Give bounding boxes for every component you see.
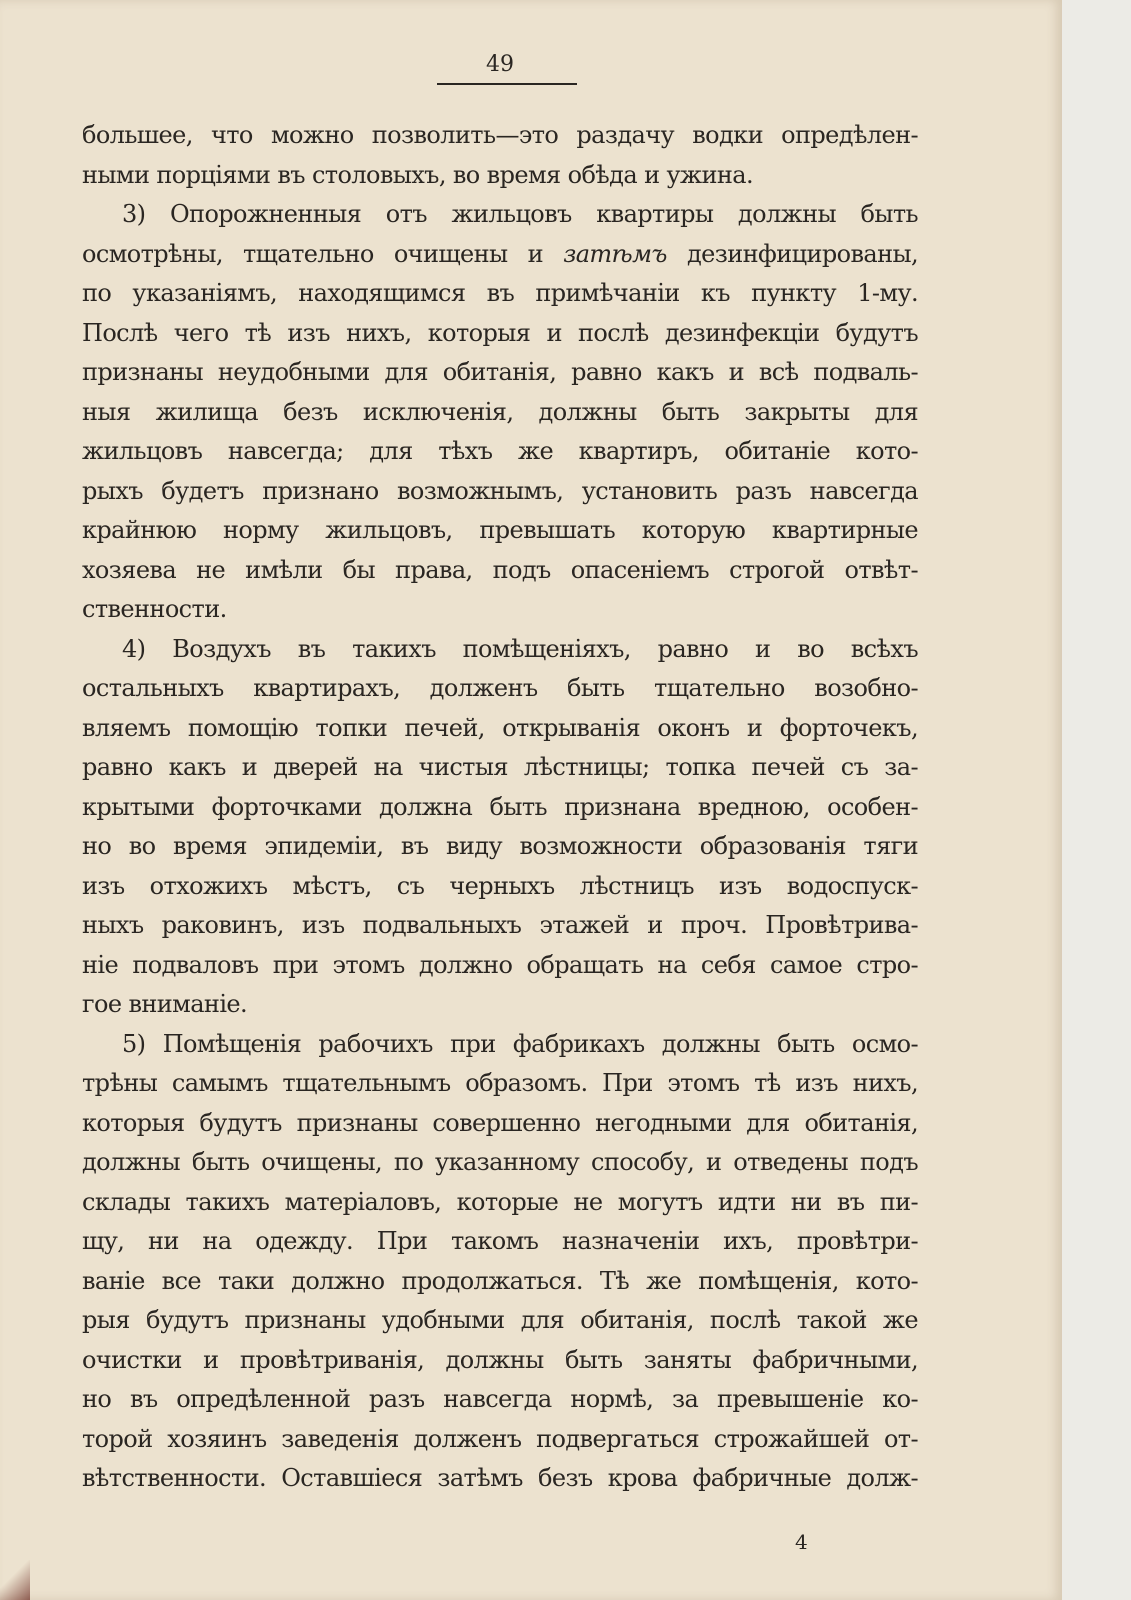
text-line: ными порціями въ столовыхъ, во время обѣда и ужина. xyxy=(82,160,754,189)
text-line: гое вниманіе. xyxy=(82,990,248,1018)
page-number: 49 xyxy=(486,52,514,77)
text-line: изъ отхожихъ мѣстъ, съ черныхъ лѣстницъ изъ водоспуск- xyxy=(82,871,918,900)
text-line: ваніе все таки должно продолжаться. Тѣ же помѣщенія, кото- xyxy=(82,1266,918,1295)
signature-mark: 4 xyxy=(795,1530,808,1554)
text-line xyxy=(82,235,918,275)
text-line: очистки и провѣтриванія, должны быть заняты фабричными, xyxy=(82,1345,918,1374)
page-number-rule xyxy=(437,83,577,85)
text-line: ныхъ раковинъ, изъ подвальныхъ этажей и проч. Провѣтрива- xyxy=(82,911,918,939)
text-line: хозяева не имѣли бы права, подъ опасеніемъ строгой отвѣт- xyxy=(82,555,918,584)
text-line: рыхъ будетъ признано возможнымъ, установить разъ навсегда xyxy=(82,476,918,505)
text-line: ныя жилища безъ исключенія, должны быть закрыты для xyxy=(82,397,918,426)
text-line: 3) Опорожненныя отъ жильцовъ квартиры должны быть xyxy=(122,200,918,228)
text-line: признаны неудобными для обитанія, равно какъ и всѣ подваль- xyxy=(82,358,918,386)
text-line: но во время эпидеміи, въ виду возможности образованія тяги xyxy=(82,832,918,860)
text-line: которыя будутъ признаны совершенно негодными для обитанія, xyxy=(82,1108,918,1137)
text-line: торой хозяинъ заведенія долженъ подвергаться строжайшей от- xyxy=(82,1424,918,1453)
text-line: большее, что можно позволить—это раздачу водки опредѣлен- xyxy=(82,121,918,149)
text-line: по указаніямъ, находящимся въ примѣчаніи къ пункту 1-му. xyxy=(82,279,918,307)
text-line: склады такихъ матеріаловъ, которые не могутъ идти ни въ пи- xyxy=(82,1187,918,1216)
text-line: должны быть очищены, по указанному способу, и отведены подъ xyxy=(82,1148,918,1176)
scan-background xyxy=(1062,0,1131,1600)
text-line: остальныхъ квартирахъ, долженъ быть тщательно возобно- xyxy=(82,674,918,702)
binding-edge xyxy=(0,1560,30,1600)
text-line: ніе подваловъ при этомъ должно обращать на себя самое стро- xyxy=(82,950,918,979)
italic-word: затѣмъ xyxy=(563,239,667,268)
text-run: дезинфицированы, xyxy=(686,239,918,268)
text-line: крайнюю норму жильцовъ, превышать которую квартирные xyxy=(82,516,918,544)
text-line: щу, ни на одежду. При такомъ назначеніи ихъ, провѣтри- xyxy=(82,1227,918,1255)
text-line: трѣны самымъ тщательнымъ образомъ. При этомъ тѣ изъ нихъ, xyxy=(82,1069,918,1097)
text-line: Послѣ чего тѣ изъ нихъ, которыя и послѣ дезинфекціи будутъ xyxy=(82,318,918,347)
text-line: 5) Помѣщенія рабочихъ при фабрикахъ должны быть осмо- xyxy=(122,1029,918,1058)
text-line: 4) Воздухъ въ такихъ помѣщеніяхъ, равно и во всѣхъ xyxy=(122,634,918,663)
text-line: вѣтственности. Оставшіеся затѣмъ безъ крова фабричные долж- xyxy=(82,1464,918,1492)
text-line: крытыми форточками должна быть признана вредною, особен- xyxy=(82,792,918,821)
text-line: равно какъ и дверей на чистыя лѣстницы; топка печей съ за- xyxy=(82,753,918,781)
text-line: вляемъ помощію топки печей, открыванія оконъ и форточекъ, xyxy=(82,713,918,742)
text-line: рыя будутъ признаны удобными для обитанія, послѣ такой же xyxy=(82,1306,918,1334)
text-line: ственности. xyxy=(82,595,227,623)
text-line: жильцовъ навсегда; для тѣхъ же квартиръ, обитаніе кото- xyxy=(82,437,918,465)
text-line: но въ опредѣленной разъ навсегда нормѣ, за превышеніе ко- xyxy=(82,1385,918,1413)
text-run: осмотрѣны, тщательно очищены и xyxy=(82,239,544,268)
page-text xyxy=(82,116,918,1499)
